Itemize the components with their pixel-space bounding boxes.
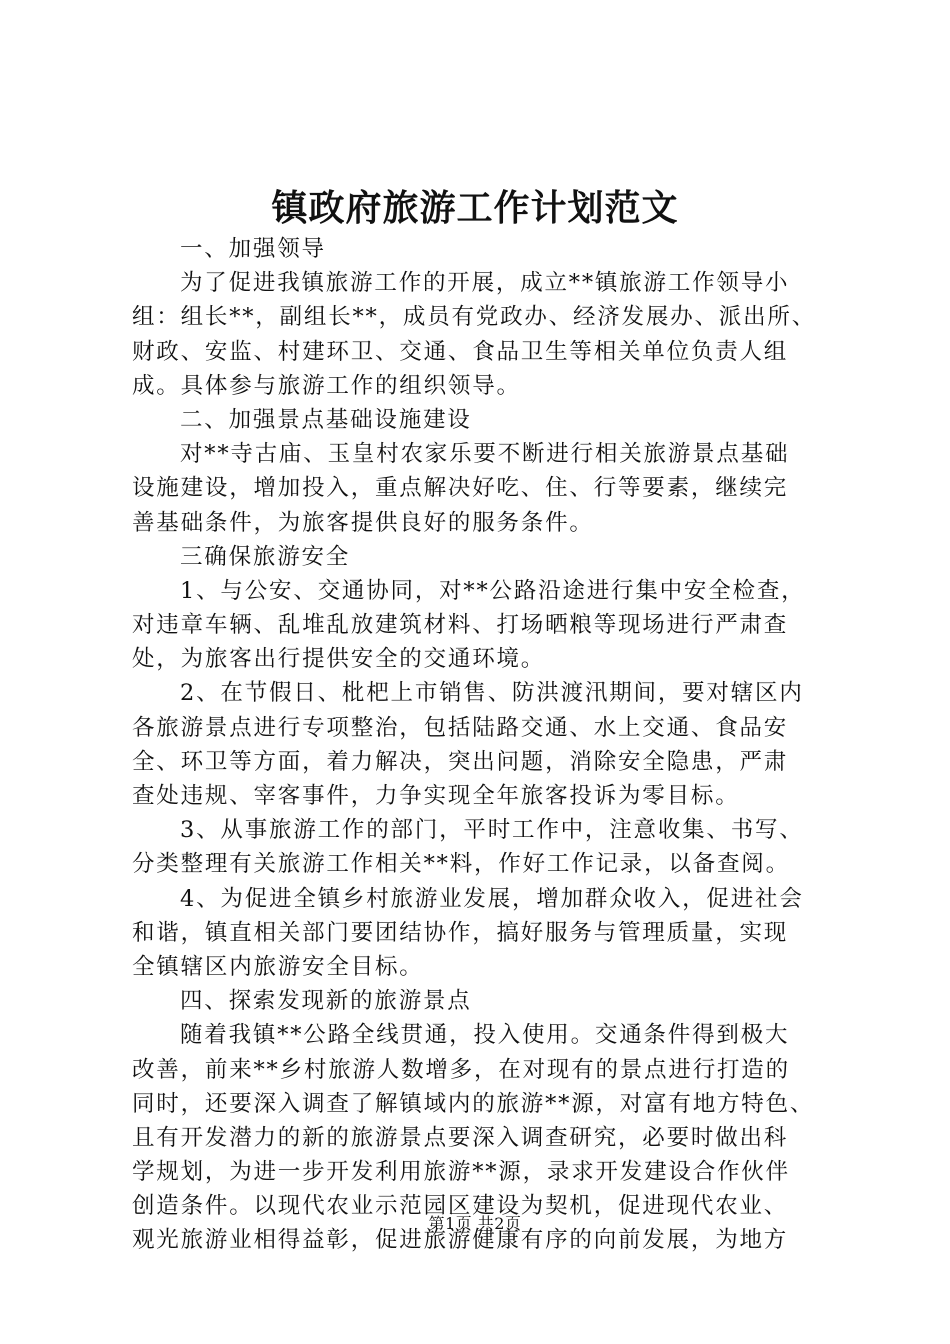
text-line: 设施建设，增加投入，重点解决好吃、住、行等要素，继续完 — [132, 475, 789, 502]
text-line: 一、加强领导 — [180, 236, 326, 262]
page-footer: 第1页 共2页 — [428, 1214, 522, 1233]
text-line: 查处违规、宰客事件，力争实现全年旅客投诉为零目标。 — [132, 783, 740, 809]
text-line: 4、为促进全镇乡村旅游业发展，增加群众收入，促进社会 — [180, 885, 804, 912]
text-line: 2、在节假日、枇杷上市销售、防洪渡汛期间，要对辖区内 — [180, 680, 804, 707]
document-title: 镇政府旅游工作计划范文 — [271, 187, 679, 229]
text-line: 为了促进我镇旅游工作的开展，成立**镇旅游工作领导小 — [180, 270, 790, 297]
text-line: 全镇辖区内旅游安全目标。 — [132, 953, 424, 980]
text-line: 各旅游景点进行专项整治，包括陆路交通、水上交通、食品安 — [132, 714, 789, 741]
document-body — [132, 232, 832, 1258]
text-line: 创造条件。以现代农业示范园区建设为契机，促进现代农业、 — [132, 1193, 789, 1220]
text-line: 学规划，为进一步开发利用旅游**源，录求开发建设合作伙伴 — [132, 1159, 790, 1186]
text-line: 3、从事旅游工作的部门，平时工作中，注意收集、书写、 — [180, 817, 804, 844]
text-line: 善基础条件，为旅客提供良好的服务条件。 — [132, 509, 594, 536]
text-line: 1、与公安、交通协同，对**公路沿途进行集中安全检查， — [180, 577, 806, 604]
text-line: 财政、安监、村建环卫、交通、食品卫生等相关单位负责人组 — [132, 338, 789, 365]
text-line: 且有开发潜力的新的旅游景点要深入调查研究，必要时做出科 — [132, 1124, 789, 1151]
text-line: 组：组长**，副组长**，成员有党政办、经济发展办、派出所、 — [132, 304, 817, 331]
text-line: 成。具体参与旅游工作的组织领导。 — [132, 372, 521, 399]
text-line: 观光旅游业相得益彰，促进旅游健康有序的向前发展，为地方 — [132, 1227, 789, 1254]
text-line: 随着我镇**公路全线贯通，投入使用。交通条件得到极大 — [180, 1022, 790, 1049]
text-line: 全、环卫等方面，着力解决，突出问题，消除安全隐患，严肃 — [132, 748, 789, 775]
text-line: 二、加强景点基础设施建设 — [180, 406, 472, 433]
text-line: 改善，前来**乡村旅游人数增多，在对现有的景点进行打造的 — [132, 1056, 790, 1083]
text-line: 同时，还要深入调查了解镇域内的旅游**源，对富有地方特色、 — [132, 1090, 815, 1117]
text-line: 三确保旅游安全 — [180, 543, 351, 570]
text-line: 分类整理有关旅游工作相关**料，作好工作记录，以备查阅。 — [132, 851, 790, 878]
text-line: 和谐，镇直相关部门要团结协作，搞好服务与管理质量，实现 — [132, 919, 789, 946]
text-line: 对**寺古庙、玉皇村农家乐要不断进行相关旅游景点基础 — [180, 441, 790, 468]
text-line: 处，为旅客出行提供安全的交通环境。 — [132, 646, 546, 673]
text-line: 四、探索发现新的旅游景点 — [180, 988, 472, 1015]
text-line: 对违章车辆、乱堆乱放建筑材料、打场晒粮等现场进行严肃查 — [132, 612, 789, 639]
